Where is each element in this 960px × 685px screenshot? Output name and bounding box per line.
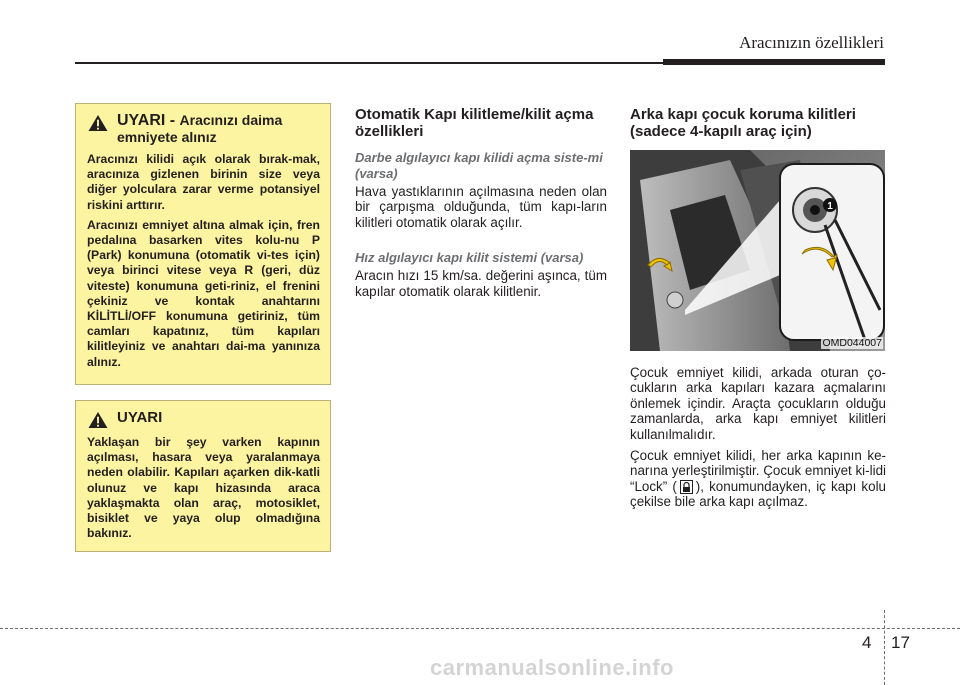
section-title: Arka kapı çocuk koruma kilitleri (sadece 4-kapılı araç için) [630,106,856,140]
body-paragraph: Aracın hızı 15 km/sa. değerini aşınca, tüm kapılar otomatik olarak kilitlenir. [355,268,607,299]
child-lock-photo [630,150,885,351]
header-bar [663,59,885,65]
warning-paragraph: Yaklaşan bir şey varken kapının açılması, hasara veya yaralanmaya neden olabilir. Kapıları açarken dik-katli olunuz ve kapı hizasında araca yaklaşmakta olan araç, motosiklet, bisiklet ve yaya olup olmadığına bakınız. [87,435,320,541]
chapter-number: 4 [862,633,872,652]
section-title: Otomatik Kapı kilitleme/kilit açma özellikleri [355,106,594,140]
footer-divider [884,610,885,685]
paragraph-text: Çocuk emniyet kilidi, her arka kapının ke-narına yerleştirilmiştir. Çocuk emniyet ki-lidi “Lock” ( [630,448,886,494]
warning-paragraph: Aracınızı kilidi açık olarak bırak-mak, aracınıza gizlenen birinin size veya diğer yolculara zarar verme potansiyel riskini arttırır. [87,152,320,212]
child-lock-section [630,106,886,516]
subsection-title: Hız algılayıcı kapı kilit sistemi (varsa) [355,250,584,266]
chapter-header-title: Aracınızın özellikleri [739,33,884,52]
warning-heading [87,112,320,146]
lock-icon [680,480,693,494]
warning-title-sub-2: emniyete alınız [117,129,217,145]
paragraph-text: ), konumundayken, iç kapı kolu çekilse bile arka kapı açılmaz. [630,478,887,510]
warning-title: UYARI [117,409,163,426]
subsection-title: Darbe algılayıcı kapı kilidi açma siste-mi (varsa) [355,150,603,181]
warning-heading [87,409,320,429]
warning-box-door-opening [75,400,331,552]
warning-title-sub-1: Aracınızı daima [179,112,283,128]
body-paragraph: Hava yastıklarının açılmasına neden olan bir çarpışma olduğunda, tüm kapı-ların kilitleri otomatik olarak açılır. [355,184,607,230]
auto-door-lock-section [355,106,607,299]
footer-rule [0,628,960,629]
image-code: OMD044007 [822,337,882,349]
body-paragraph [630,448,886,510]
page-number: 17 [891,633,910,652]
warning-triangle-icon [87,411,109,429]
callout-number: 1 [827,201,833,212]
body-paragraph: Çocuk emniyet kilidi, arkada oturan ço-cukların arka kapıları kazara açmalarını önlemek içindir. Araçta çocukların olduğu zamanlarda, arka kapı emniyet kilitleri kullanılmalıdır. [630,365,886,442]
warning-title-main: UYARI - [117,112,180,129]
warning-paragraph: Aracınızı emniyet altına almak için, fren pedalına basarken vites kolu-nu P (Park) konumuna (otomatik vi-tes için) veya birinci vitese veya R (geri, düz viteste) konumuna geti-riniz, el frenini çekiniz ve kontak anahtarını KİLİTLİ/OFF konumuna getiriniz, tüm camları kapatınız, tüm kapıları kilitleyiniz ve anahtarı dai-ma yanınıza alınız. [87,217,320,369]
header-rule [75,62,665,64]
warning-box-secure-vehicle [75,103,331,385]
watermark: carmanualsonline.info [430,655,674,680]
warning-title [117,112,282,146]
warning-triangle-icon [87,114,109,132]
car-door-illustration [630,150,885,351]
